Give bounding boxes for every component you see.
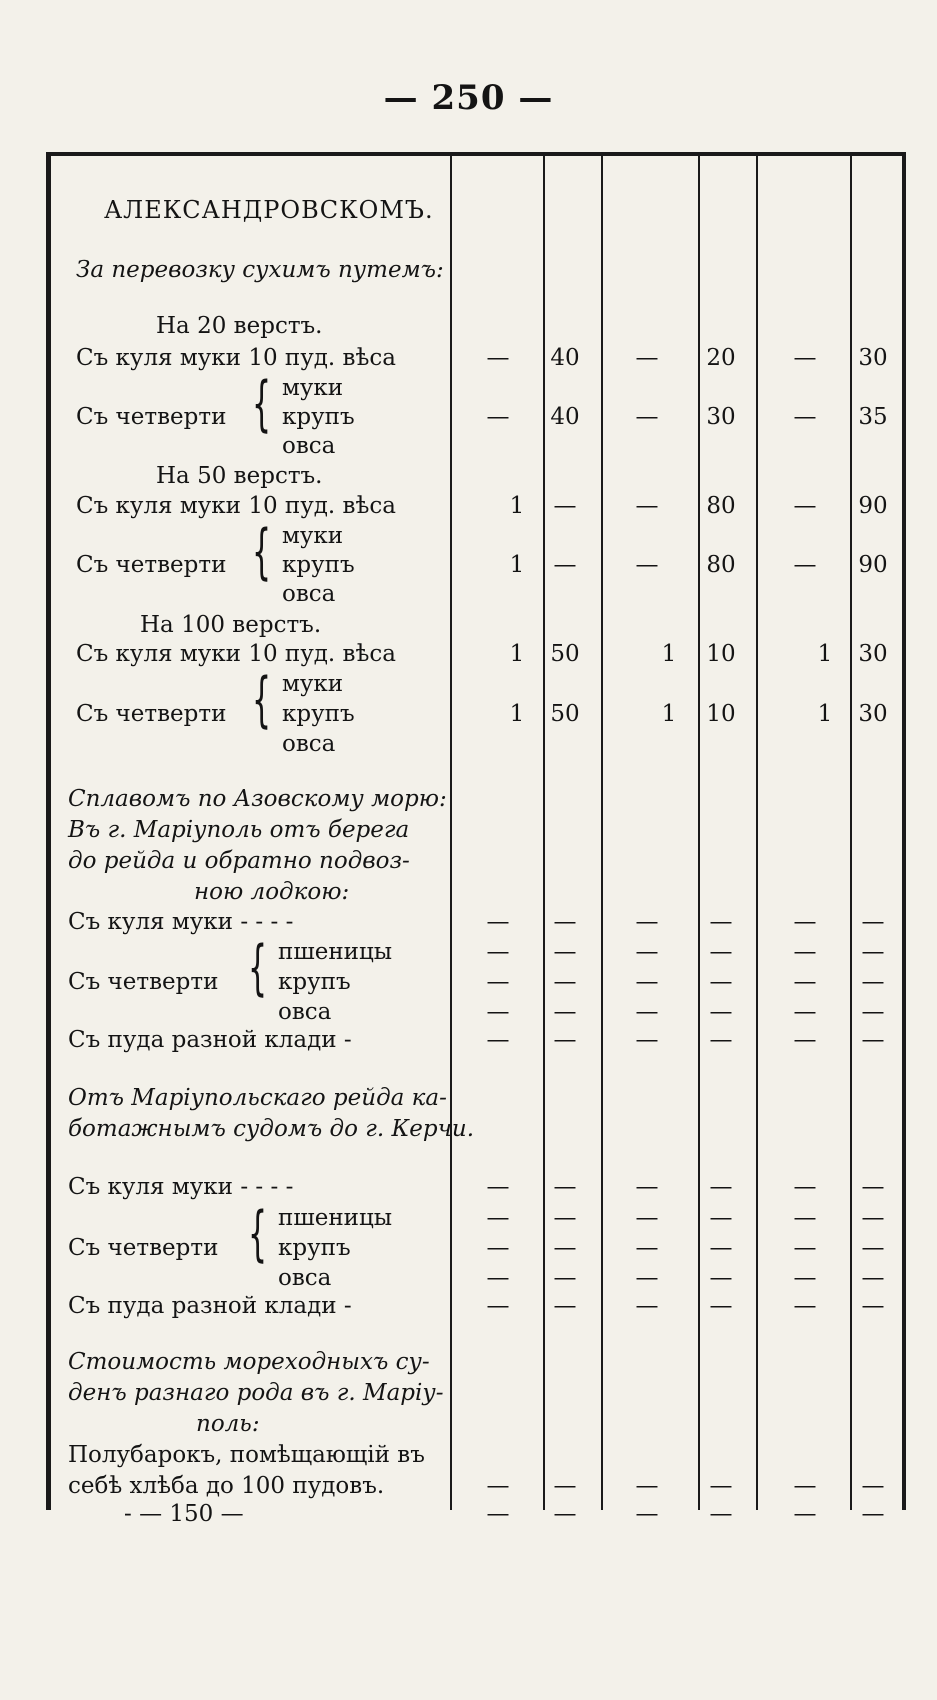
row-label: Съ куля муки - - - - (68, 1174, 294, 1200)
value-cell: 50 (550, 701, 580, 727)
value-cell: — (553, 493, 577, 519)
grain-label: крупъ (282, 552, 355, 578)
dash-cell: — (861, 969, 885, 995)
value-cell: 30 (858, 701, 888, 727)
grain-label: крупъ (282, 404, 355, 430)
dash-cell: — (486, 1265, 510, 1291)
dash-cell: — (635, 939, 659, 965)
dash-cell: — (709, 1027, 733, 1053)
value-cell: 30 (706, 404, 736, 430)
grain-label: муки (282, 375, 344, 401)
dash-cell: — (553, 969, 577, 995)
dash-cell: — (486, 1205, 510, 1231)
brace-icon: { (252, 665, 272, 735)
dash-cell: — (553, 1473, 577, 1499)
value-cell: — (793, 345, 817, 371)
grain-label: муки (282, 523, 344, 549)
page-number: — 250 — (383, 78, 554, 118)
dash-cell: — (635, 1174, 659, 1200)
dash-cell: — (709, 939, 733, 965)
distance-50: На 50 верстъ. (156, 463, 323, 489)
value-cell: — (793, 552, 817, 578)
section-heading: АЛЕКСАНДРОВСКОМЪ. (104, 196, 434, 224)
dash-cell: — (486, 1473, 510, 1499)
dash-cell: — (486, 909, 510, 935)
section-azov: Сплавомъ по Азовскому морю: (68, 786, 447, 812)
value-cell: 90 (858, 493, 888, 519)
dash-cell: — (486, 999, 510, 1025)
section-azov: ною лодкою: (194, 879, 350, 905)
dash-cell: — (635, 1501, 659, 1527)
dash-cell: — (861, 939, 885, 965)
section-cost: денъ разнаго рода въ г. Маріу- (68, 1380, 444, 1406)
section-azov: Въ г. Маріуполь отъ берега (68, 817, 410, 843)
value-cell: 1 (661, 701, 677, 727)
value-cell: 20 (706, 345, 736, 371)
section-kerch: ботажнымъ судомъ до г. Керчи. (68, 1116, 475, 1142)
row-label: Съ четверти (68, 969, 219, 995)
table-left-border (46, 152, 51, 1510)
dash-cell: — (793, 1293, 817, 1319)
dash-cell: — (486, 1027, 510, 1053)
dash-cell: — (709, 909, 733, 935)
dash-cell: — (793, 1235, 817, 1261)
dash-cell: — (553, 909, 577, 935)
brace-icon: { (248, 1199, 268, 1269)
dash-cell: — (553, 1235, 577, 1261)
dash-cell: — (553, 939, 577, 965)
dash-cell: — (861, 909, 885, 935)
row-label: Съ пуда разной клади - (68, 1027, 352, 1053)
value-cell: 30 (858, 641, 888, 667)
dash-cell: — (709, 1293, 733, 1319)
dash-cell: — (553, 1027, 577, 1053)
dash-cell: — (793, 969, 817, 995)
dash-cell: — (709, 1265, 733, 1291)
grain-label: пшеницы (278, 939, 393, 965)
value-cell: — (486, 404, 510, 430)
value-cell: 1 (509, 493, 525, 519)
dash-cell: — (793, 1265, 817, 1291)
value-cell: 90 (858, 552, 888, 578)
dash-cell: — (553, 1205, 577, 1231)
row-label: себѣ хлѣба до 100 пудовъ. (68, 1473, 385, 1499)
grain-label: овса (282, 433, 336, 459)
value-cell: 10 (706, 641, 736, 667)
value-cell: 80 (706, 552, 736, 578)
dash-cell: — (793, 1473, 817, 1499)
value-cell: 1 (817, 701, 833, 727)
dash-cell: — (709, 999, 733, 1025)
value-cell: 1 (817, 641, 833, 667)
value-cell: 50 (550, 641, 580, 667)
dash-cell: — (709, 969, 733, 995)
dash-cell: — (861, 1501, 885, 1527)
dash-cell: — (793, 1027, 817, 1053)
grain-label: овса (282, 731, 336, 757)
dash-cell: — (861, 1174, 885, 1200)
grain-label: овса (278, 1265, 332, 1291)
value-cell: 10 (706, 701, 736, 727)
dash-cell: — (486, 1174, 510, 1200)
brace-icon: { (252, 517, 272, 587)
dash-cell: — (486, 1235, 510, 1261)
value-cell: 40 (550, 404, 580, 430)
value-cell: 40 (550, 345, 580, 371)
value-cell: 1 (509, 552, 525, 578)
value-cell: 1 (661, 641, 677, 667)
value-cell: — (635, 345, 659, 371)
dash-cell: — (635, 1235, 659, 1261)
value-cell: — (553, 552, 577, 578)
dash-cell: — (709, 1174, 733, 1200)
dash-cell: — (709, 1501, 733, 1527)
dash-cell: — (553, 1293, 577, 1319)
dash-cell: — (635, 1293, 659, 1319)
value-cell: — (635, 404, 659, 430)
section-kerch: Отъ Маріупольскаго рейда ка- (68, 1085, 447, 1111)
value-cell: — (486, 345, 510, 371)
value-cell: — (793, 493, 817, 519)
grain-label: пшеницы (278, 1205, 393, 1231)
value-cell: 35 (858, 404, 888, 430)
section-dry-transport: За перевозку сухимъ путемъ: (76, 257, 444, 283)
value-cell: 1 (509, 641, 525, 667)
dash-cell: — (635, 1473, 659, 1499)
dash-cell: — (861, 1235, 885, 1261)
grain-label: крупъ (278, 1235, 351, 1261)
row-label: Полубарокъ, помѣщающій въ (68, 1442, 425, 1468)
row-label: Съ куля муки 10 пуд. вѣса (76, 641, 396, 667)
grain-label: овса (278, 999, 332, 1025)
dash-cell: — (861, 1265, 885, 1291)
dash-cell: — (861, 1027, 885, 1053)
section-cost: Стоимость мореходныхъ су- (68, 1349, 430, 1375)
row-label: Съ куля муки 10 пуд. вѣса (76, 493, 396, 519)
value-cell: — (635, 552, 659, 578)
dash-cell: — (635, 999, 659, 1025)
dash-cell: — (861, 1473, 885, 1499)
dash-cell: — (486, 939, 510, 965)
row-label: Съ пуда разной клади - (68, 1293, 352, 1319)
value-cell: — (635, 493, 659, 519)
dash-cell: — (793, 909, 817, 935)
dash-cell: — (793, 1501, 817, 1527)
dash-cell: — (709, 1473, 733, 1499)
dash-cell: — (635, 1027, 659, 1053)
distance-20: На 20 верстъ. (156, 313, 323, 339)
brace-icon: { (252, 369, 272, 439)
grain-label: муки (282, 671, 344, 697)
dash-cell: — (635, 969, 659, 995)
dash-cell: — (861, 999, 885, 1025)
col-divider-3 (601, 156, 603, 1510)
dash-cell: — (553, 1501, 577, 1527)
dash-cell: — (553, 1174, 577, 1200)
row-label: - — 150 — (124, 1501, 244, 1527)
dash-cell: — (635, 1265, 659, 1291)
section-azov: до рейда и обратно подвоз- (68, 848, 410, 874)
dash-cell: — (486, 1501, 510, 1527)
row-label: Съ куля муки 10 пуд. вѣса (76, 345, 396, 371)
brace-icon: { (248, 933, 268, 1003)
dash-cell: — (486, 969, 510, 995)
value-cell: 30 (858, 345, 888, 371)
dash-cell: — (861, 1205, 885, 1231)
dash-cell: — (635, 909, 659, 935)
dash-cell: — (486, 1293, 510, 1319)
row-label: Съ четверти (68, 1235, 219, 1261)
row-label: Съ четверти (76, 404, 227, 430)
dash-cell: — (793, 999, 817, 1025)
dash-cell: — (635, 1205, 659, 1231)
dash-cell: — (553, 1265, 577, 1291)
dash-cell: — (861, 1293, 885, 1319)
value-cell: 80 (706, 493, 736, 519)
dash-cell: — (793, 939, 817, 965)
dash-cell: — (553, 999, 577, 1025)
dash-cell: — (793, 1205, 817, 1231)
section-cost: поль: (196, 1411, 260, 1437)
value-cell: 1 (509, 701, 525, 727)
col-divider-1 (450, 156, 452, 1510)
dash-cell: — (793, 1174, 817, 1200)
grain-label: крупъ (278, 969, 351, 995)
dash-cell: — (709, 1235, 733, 1261)
grain-label: крупъ (282, 701, 355, 727)
col-divider-5 (756, 156, 758, 1510)
table-top-border (46, 152, 906, 156)
distance-100: На 100 верстъ. (140, 612, 322, 638)
grain-label: овса (282, 581, 336, 607)
dash-cell: — (709, 1205, 733, 1231)
row-label: Съ куля муки - - - - (68, 909, 294, 935)
value-cell: — (793, 404, 817, 430)
row-label: Съ четверти (76, 552, 227, 578)
row-label: Съ четверти (76, 701, 227, 727)
